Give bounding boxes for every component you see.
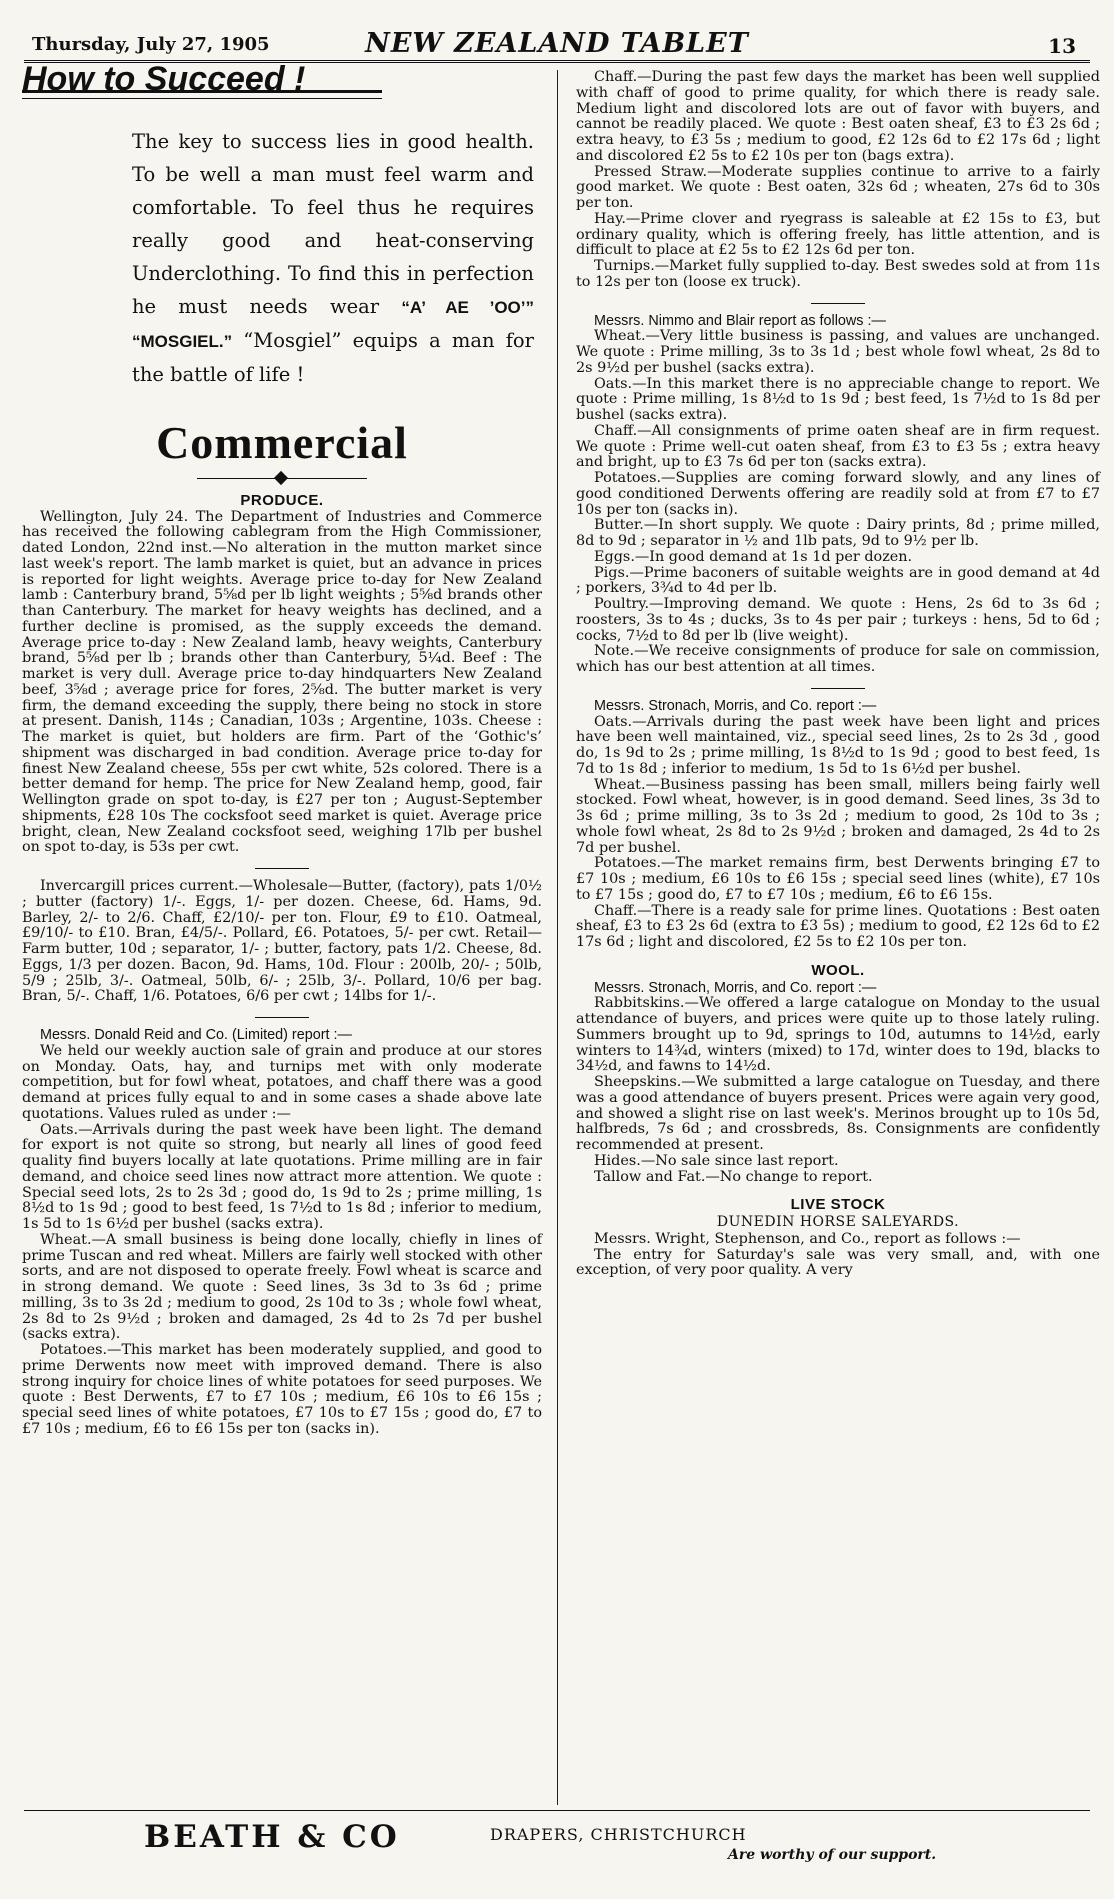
wool-hides: Hides.—No sale since last report. [594,1152,839,1169]
short-rule [811,303,865,304]
ad-body-text-2: “Mosgiel” equips a man for the battle of life ! [132,328,534,386]
masthead [24,28,1090,63]
wool-heading: WOOL. [811,961,865,979]
reid-wheat: Wheat.—A small business is being done locally, chiefly in lines of prime Tuscan and red wheat. Millers are fairly well stocked with other sorts, and are not disposed to operate freely. Fowl wheat is scarce and in strong demand. We quote : Seed lines, 3s 3d to 3s 6d ; prime milling, 3s to 3s 2d ; medium to good, 2s 10d to 3s ; whole fowl wheat, 2s 8d to 2s 9½d ; broken and damaged, 2s 4d to 2s 7d per bushel (sacks extra). [22,1231,542,1343]
livestock-entry: The entry for Saturday's sale was very small, and, with one exception, of very poor quality. A very [576,1246,1100,1279]
nimmo-report-heading: Messrs. Nimmo and Blair report as follows :— [594,312,886,329]
nimmo-eggs: Eggs.—In good demand at 1s 1d per dozen. [594,548,913,565]
stronach-chaff: Chaff.—There is a ready sale for prime lines. Quotations : Best oaten sheaf, £3 to £3 2s 6d (extra to £3 5s) ; medium to good, £2 12s 6d to £2 17s 6d ; light and discolored, £2 5s to £2 10s per ton. [576,902,1100,950]
wool-report-heading: Messrs. Stronach, Morris, and Co. report :— [594,979,877,996]
stronach-report-heading: Messrs. Stronach, Morris, and Co. report :— [594,697,877,714]
short-rule [811,688,865,689]
reid-turnips: Turnips.—Market fully supplied to-day. Best swedes sold at from 11s to 12s per ton (loose ex truck). [576,258,1100,290]
ad-title: How to Succeed ! [22,60,306,98]
footer-drapers: DRAPERS, CHRISTCHURCH [490,1825,747,1844]
reid-potatoes: Potatoes.—This market has been moderately supplied, and good to prime Derwents now meet with improved demand. There is also strong inquiry for choice lines of white potatoes for seed purposes. We quote : Best Derwents, £7 to £7 10s ; medium, £6 10s to £6 15s ; special seed lines of white potatoes, £7 10s to £7 15s ; good do, £7 to £7 10s ; medium, £6 to £6 15s per ton (sacks in). [22,1342,542,1437]
ornament-divider [197,471,367,487]
issue-date: Thursday, July 27, 1905 [32,34,270,55]
publication-title: NEW ZEALAND TABLET [365,28,749,59]
section-title-commercial: Commercial [156,416,408,468]
nimmo-chaff: Chaff.—All consignments of prime oaten sheaf are in firm request. We quote : Prime well-cut oaten sheaf, from £3 to £3 5s ; extra heavy and bright, up to £3 7s 6d per ton (sacks extra). [576,422,1100,471]
short-rule [255,1017,309,1018]
footer-advertisement [24,1810,1090,1871]
livestock-heading: LIVE STOCK [790,1196,886,1214]
right-column [576,70,1100,1279]
reid-straw: Pressed Straw.—Moderate supplies continue to arrive to a fairly good market. We quote : Best oaten, 32s 6d ; wheaten, 27s 6d to 30s per ton. [576,163,1100,211]
short-rule [255,868,309,869]
left-column [22,60,542,1438]
invercargill-prices: Invercargill prices current.—Wholesale—Butter, (factory), pats 1/0½ ; butter (factory) 1/-. Eggs, 1/- per dozen. Cheese, 6d. Hams, 9d. Barley, 2/- to 2/6. Chaff, £2/10/- per ton. Flour, £9 to £10. Oatmeal, £9/10/- to £10. Bran, £4/5/-. Pollard, £6. Potatoes, 5/- per cwt. Retail—Farm butter, 10d ; separator, 1/- ; butter, factory, pats 1/2. Cheese, 8d. Eggs, 1/3 per dozen. Bacon, 9d. Hams, 10d. Flour : 200lb, 20/- ; 50lb, 5/9 ; 25lb, 3/-. Oatmeal, 50lb, 6/- ; 25lb, 3/-. Pollard, 10/6 per bag. Bran, 5/-. Chaff, 1/6. Potatoes, 6/6 per cwt ; 14lbs for 1/-. [22,878,542,1005]
wool-sheepskins: Sheepskins.—We submitted a large catalogue on Tuesday, and there was a good attendance of buyers present. Prices were again very good, and showed a slight rise on last week's. Merinos brought up to 10s 5d, halfbreds, 7s 6d ; and crossbreds, 8s. Consignments are confidently recommended at present. [576,1074,1100,1153]
nimmo-potatoes: Potatoes.—Supplies are coming forward slowly, and any lines of good conditioned Derwents offering are readily sold at from £7 to £7 10s per ton (sacks in). [576,470,1100,518]
livestock-subheading: DUNEDIN HORSE SALEYARDS. [716,1214,960,1230]
footer-worthy: Are worthy of our support. [728,1847,937,1863]
reid-intro: We held our weekly auction sale of grain and produce at our stores on Monday. Oats, hay, and turnips met with only moderate competition, but for fowl wheat, potatoes, and chaff there was a good demand at prices fully equal to and in some cases a shade above late quotations. Values ruled as under :— [22,1042,542,1122]
advertisement [22,60,542,391]
livestock-report-heading: Messrs. Wright, Stephenson, and Co., report as follows :— [594,1230,1021,1247]
footer-beath: BEATH & CO [144,1819,400,1855]
stronach-potatoes: Potatoes.—The market remains firm, best Derwents bringing £7 to £7 10s ; medium, £6 10s to £6 15s ; special seed lines (white), £7 10s to £7 15s ; good do, £7 to £7 10s ; medium, £6 to £6 15s. [576,855,1100,903]
ad-body [22,125,542,391]
nimmo-oats: Oats.—In this market there is no appreciable change to report. We quote : Prime milling, 1s 8½d to 1s 9d ; best feed, 1s 7½d to 1s 8d per bushel (sacks extra). [576,375,1100,423]
produce-heading: PRODUCE. [240,491,324,509]
nimmo-butter: Butter.—In short supply. We quote : Dairy prints, 8d ; prime milled, 8d to 9d ; separator in ½ and 1lb pats, 9d to 9½ per lb. [576,517,1100,549]
nimmo-pigs: Pigs.—Prime baconers of suitable weights are in good demand at 4d ; porkers, 3¾d to 4d per lb. [576,564,1100,597]
produce-cablegram: Wellington, July 24. The Department of Industries and Commerce has received the following cablegram from the High Commissioner, dated London, 22nd inst.—No alteration in the mutton market since last week's report. The lamb market is quiet, but an advance in prices is reported for light weights. Average price to-day for New Zealand lamb : Canterbury brand, 5⅝d per lb light weights ; 5⅝d brands other than Canterbury. The market for heavy weights has declined, and a further decline is promised, as the supply exceeds the demand. Average price to-day : New Zealand lamb, heavy weights, Canterbury brand, 5⅝d per lb ; brands other than Canterbury, 5¼d. Beef : The market is very dull. Average price to-day hindquarters New Zealand beef, 3⅝d ; average price for fores, 2⅝d. The butter market is very firm, the demand exceeding the supply, there being no stock in store at present. Danish, 114s ; Canadian, 103s ; Argentine, 103s. Cheese : The market is quiet, but holders are firm. Part of the ‘Gothic's’ shipment was discharged in bad condition. Average price to-day for finest New Zealand cheese, 55s per cwt white, 52s colored. There is a better demand for hemp. The price for New Zealand hemp, good, fair Wellington grade on spot to-day, is £27 per ton ; August-September shipments, £28 10s The cocksfoot seed market is quiet. Average price bright, clean, New Zealand cocksfoot seed, weighing 17lb per bushel on spot to-day, is 53s per cwt. [22,508,542,856]
page-number: 13 [1048,34,1076,58]
column-divider [557,70,558,1805]
ad-brand: “A’ AE ’OO’” “MOSGIEL.” [132,297,535,351]
wool-rabbitskins: Rabbitskins.—We offered a large catalogue on Monday to the usual attendance of buyers, and prices were quite up to those lately ruling. Summers brought up to 9d, springs to 10d, autumns to 14½d, early winters to 14¾d, winters (mixed) to 17d, winter does to 19d, blacks to 34½d, and fawns to 14½d. [576,995,1100,1075]
nimmo-poultry: Poultry.—Improving demand. We quote : Hens, 2s 6d to 3s 6d ; roosters, 3s to 4s ; ducks, 3s to 4s per pair ; turkeys : hens, 5d to 6d ; cocks, 7½d to 8d per lb (live weight). [576,596,1100,644]
reid-report-heading: Messrs. Donald Reid and Co. (Limited) report :— [40,1027,352,1043]
nimmo-note: Note.—We receive consignments of produce for sale on commission, which has our best attention at all times. [576,643,1100,675]
stronach-oats: Oats.—Arrivals during the past week have been light and prices have been well maintained, viz., special seed lines, 2s to 2s 3d , good do, 1s 9d to 2s ; prime milling, 1s 8½d to 1s 9d ; good to best feed, 1s 7d to 1s 8d ; inferior to medium, 1s 5d to 1s 6½d per bushel. [576,713,1100,777]
ad-body-text-1: The key to success lies in good health. To be well a man must feel warm and comfortable. To feel thus he requires really good and heat-conserving Underclothing. To find this in perfection he must needs wear [132,129,534,318]
reid-oats: Oats.—Arrivals during the past week have been light. The demand for export is not quite so strong, but nearly all lines of good feed quality find buyers locally at late quotations. Prime milling are in fair demand, and choice seed lines now attract more attention. We quote : Special seed lots, 2s to 2s 3d ; good do, 1s 9d to 2s ; prime milling, 1s 8½d to 1s 9d ; good to best feed, 1s 7½d to 1s 8d ; inferior to medium, 1s 5d to 1s 6½d per bushel (sacks extra). [22,1121,542,1232]
wool-tallow: Tallow and Fat.—No change to report. [594,1168,873,1185]
stronach-wheat: Wheat.—Business passing has been small, millers being fairly well stocked. Fowl wheat, however, is in good demand. Seed lines, 3s 3d to 3s 6d ; prime milling, 3s to 3s 2d ; medium to good, 2s 10d to 3s ; whole fowl wheat, 2s 8d to 2s 9½d ; broken and damaged, 2s 4d to 2s 7d per bushel. [576,776,1100,856]
reid-chaff: Chaff.—During the past few days the market has been well supplied with chaff of good to prime quality, for which there is ready sale. Medium light and discolored lots are out of favor with buyers, and cannot be readily placed. We quote : Best oaten sheaf, £3 to £3 2s 6d ; extra heavy, to £3 5s ; medium to good, £2 12s 6d to £2 17s 6d ; light and discolored £2 5s to £2 10s per ton (bags extra). [576,69,1100,164]
nimmo-wheat: Wheat.—Very little business is passing, and values are unchanged. We quote : Prime milling, 3s to 3s 1d ; best whole fowl wheat, 2s 8d to 2s 9½d per bushel (sacks extra). [576,328,1100,376]
reid-hay: Hay.—Prime clover and ryegrass is saleable at £2 15s to £3, but ordinary quality, which is offering freely, has little attention, and is difficult to place at £2 5s to £2 12s 6d per ton. [576,210,1100,259]
